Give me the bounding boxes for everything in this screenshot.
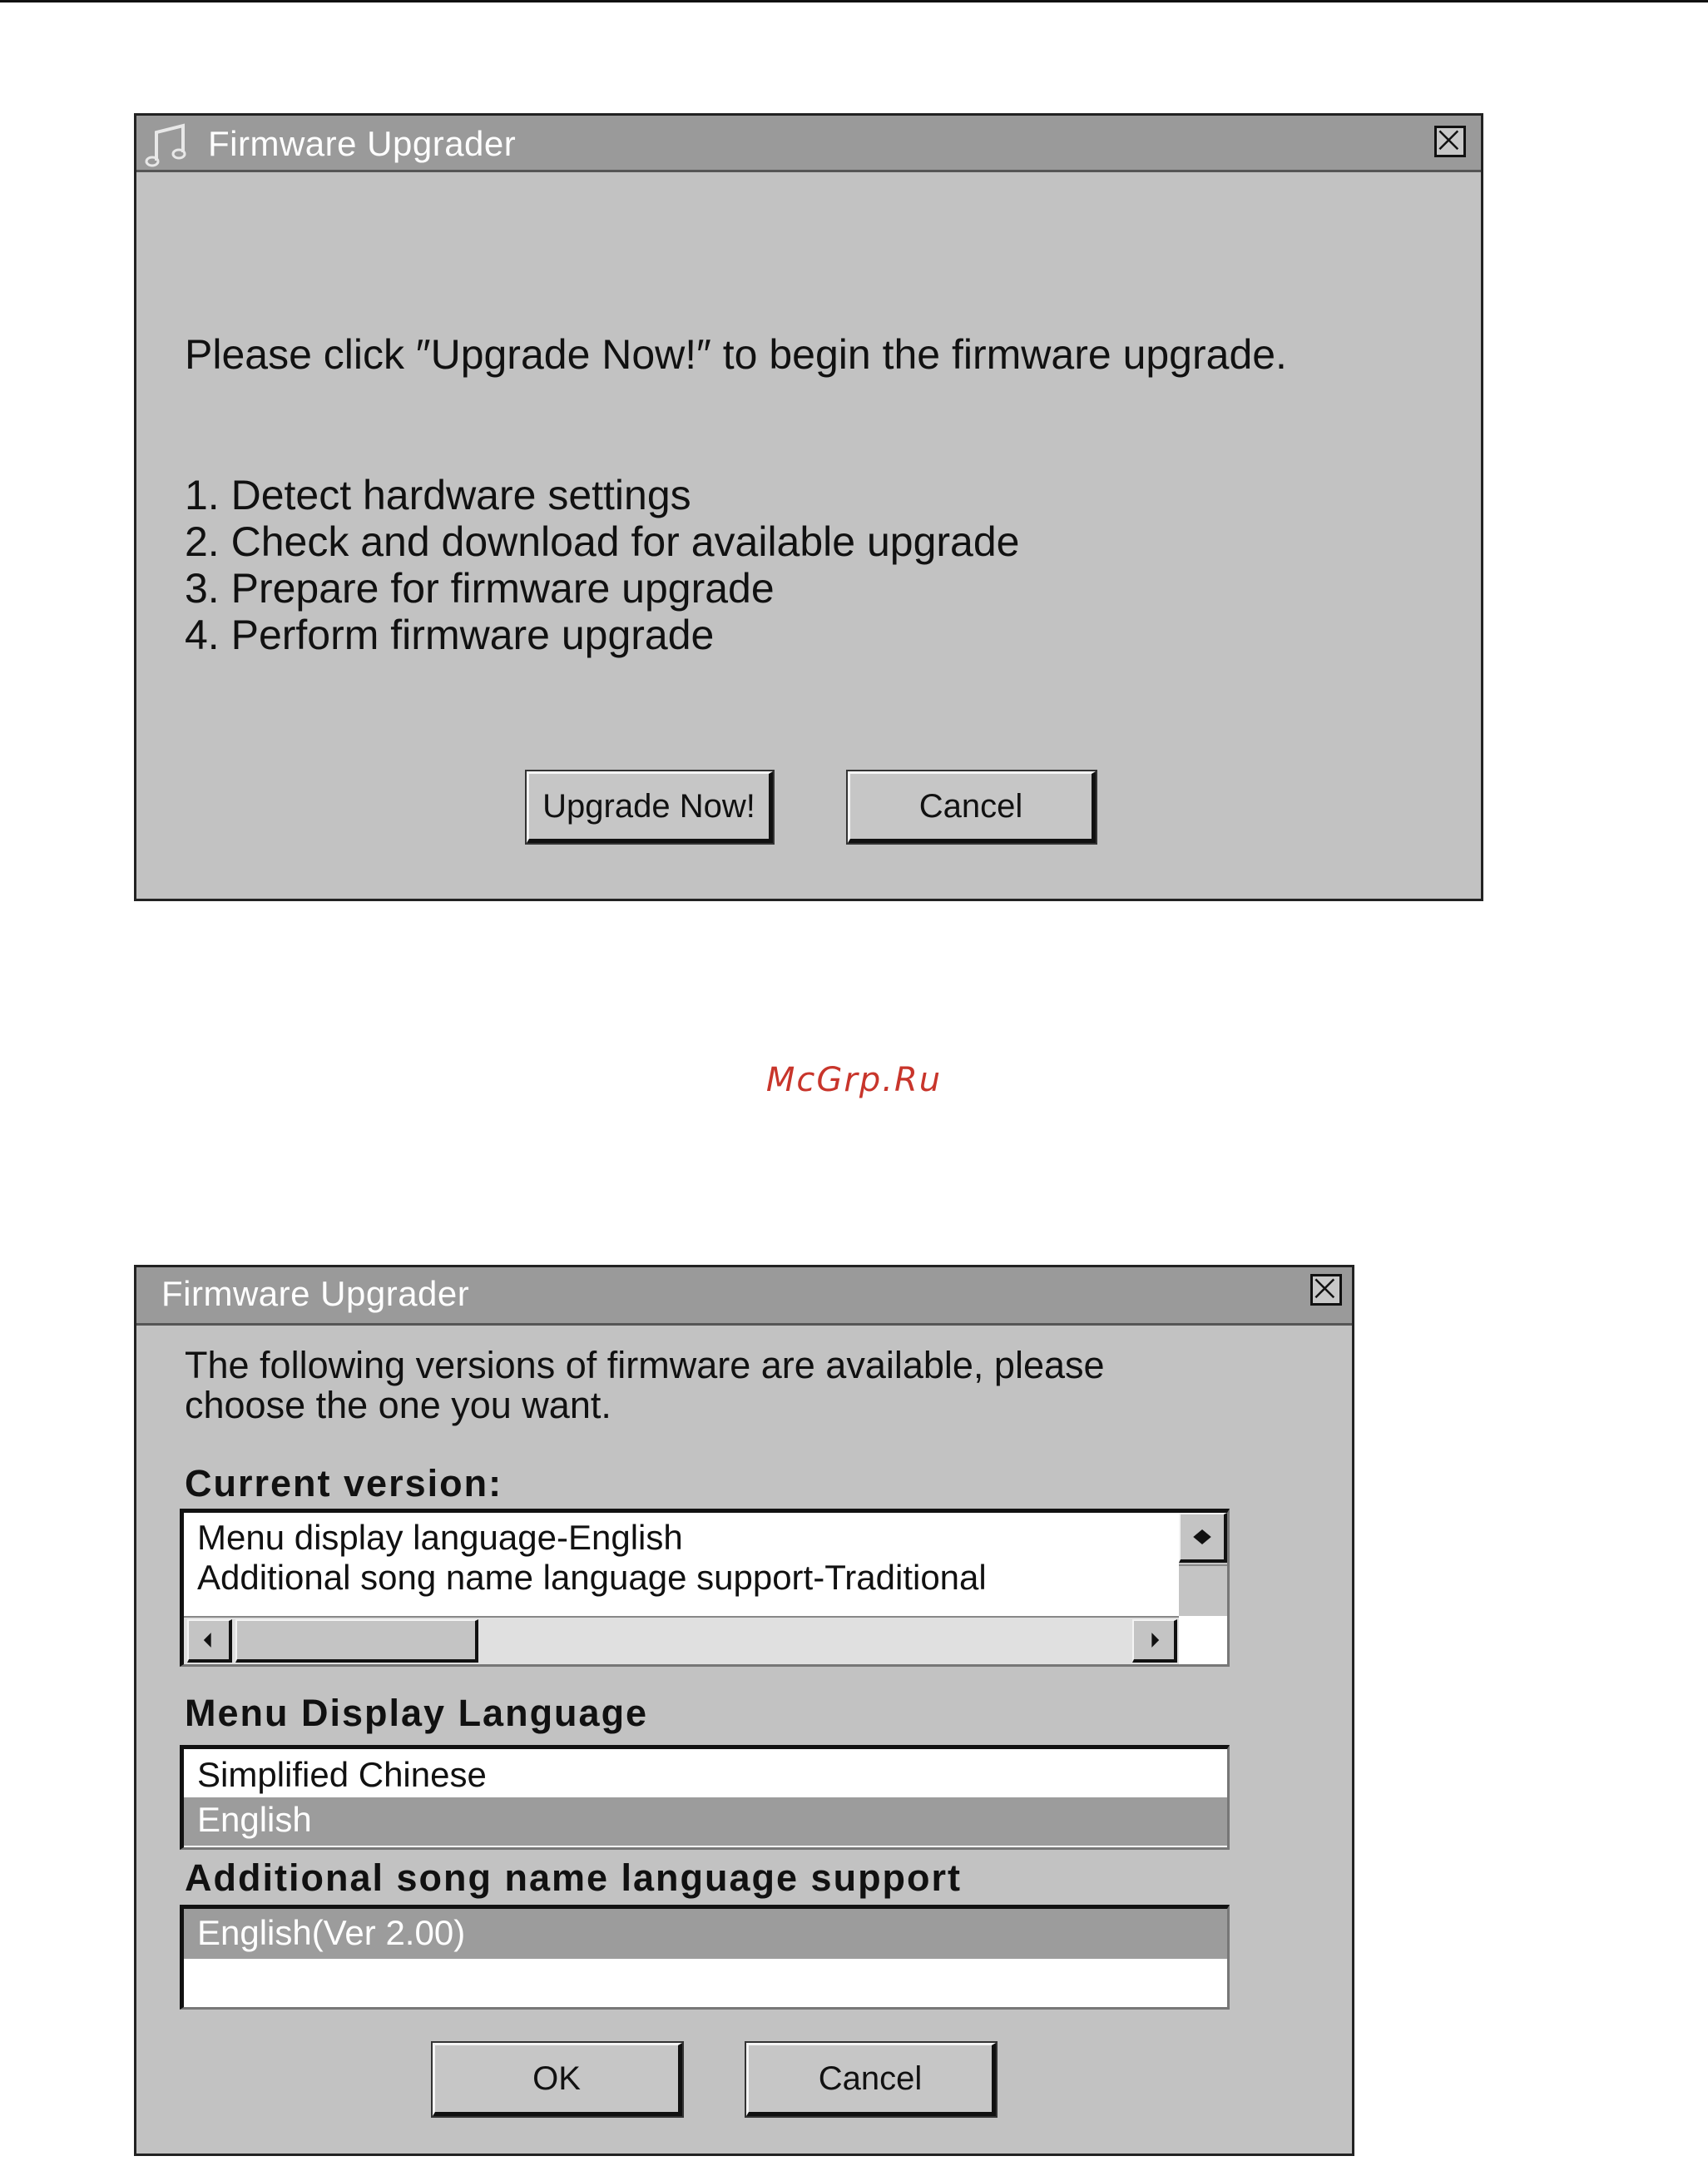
close-button[interactable] [1434, 126, 1466, 157]
current-version-label: Current version: [185, 1462, 503, 1504]
scroll-right-button[interactable] [1132, 1619, 1177, 1663]
intro-text: choose the one you want. [185, 1384, 611, 1426]
current-version-box[interactable] [180, 1509, 1230, 1667]
title-bar[interactable] [136, 116, 1481, 172]
scroll-thumb[interactable] [235, 1619, 478, 1663]
current-version-line: Menu display language-English [197, 1518, 683, 1557]
list-item-selected[interactable]: English [184, 1797, 1227, 1846]
arrow-left-icon [189, 1621, 229, 1659]
music-note-icon [145, 121, 191, 167]
step-item: 3. Prepare for firmware upgrade [185, 565, 775, 612]
dialog-title: Firmware Upgrader [208, 124, 517, 163]
cancel-button[interactable]: Cancel [848, 771, 1096, 843]
upgrade-now-button[interactable]: Upgrade Now! [527, 771, 773, 843]
scroll-track[interactable] [1179, 1564, 1227, 1614]
list-item-selected[interactable]: English(Ver 2.00) [184, 1909, 1227, 1959]
intro-text: The following versions of firmware are available, please [185, 1344, 1105, 1386]
song-language-list[interactable] [180, 1905, 1230, 2010]
current-version-line: Additional song name language support-Traditional [197, 1558, 987, 1597]
menu-display-language-list[interactable] [180, 1745, 1230, 1850]
scroll-up-down-button[interactable] [1179, 1513, 1227, 1563]
instruction-text: Please click ″Upgrade Now!″ to begin the firmware upgrade. [185, 331, 1287, 378]
menu-display-language-label: Menu Display Language [185, 1692, 649, 1734]
list-item[interactable]: Simplified Chinese [197, 1755, 487, 1794]
arrow-right-icon [1134, 1621, 1174, 1659]
close-button[interactable] [1310, 1274, 1342, 1306]
top-rule [0, 0, 1708, 2]
cancel-button[interactable]: Cancel [746, 2043, 996, 2116]
ok-button[interactable]: OK [433, 2043, 682, 2116]
close-icon [1313, 1276, 1339, 1303]
title-bar[interactable] [136, 1267, 1352, 1326]
song-language-label: Additional song name language support [185, 1856, 963, 1899]
firmware-upgrader-dialog-start [134, 113, 1483, 901]
firmware-upgrader-dialog-versions [134, 1265, 1354, 2156]
horizontal-scrollbar[interactable] [184, 1616, 1179, 1664]
vertical-scrollbar[interactable] [1179, 1513, 1227, 1616]
watermark: McGrp.Ru [765, 1061, 943, 1099]
scroll-arrows-icon [1181, 1514, 1224, 1559]
step-item: 1. Detect hardware settings [185, 472, 691, 518]
close-icon [1437, 128, 1463, 155]
step-item: 2. Check and download for available upgrade [185, 518, 1020, 565]
scroll-left-button[interactable] [187, 1619, 232, 1663]
dialog-title: Firmware Upgrader [161, 1274, 470, 1313]
step-item: 4. Perform firmware upgrade [185, 612, 715, 658]
